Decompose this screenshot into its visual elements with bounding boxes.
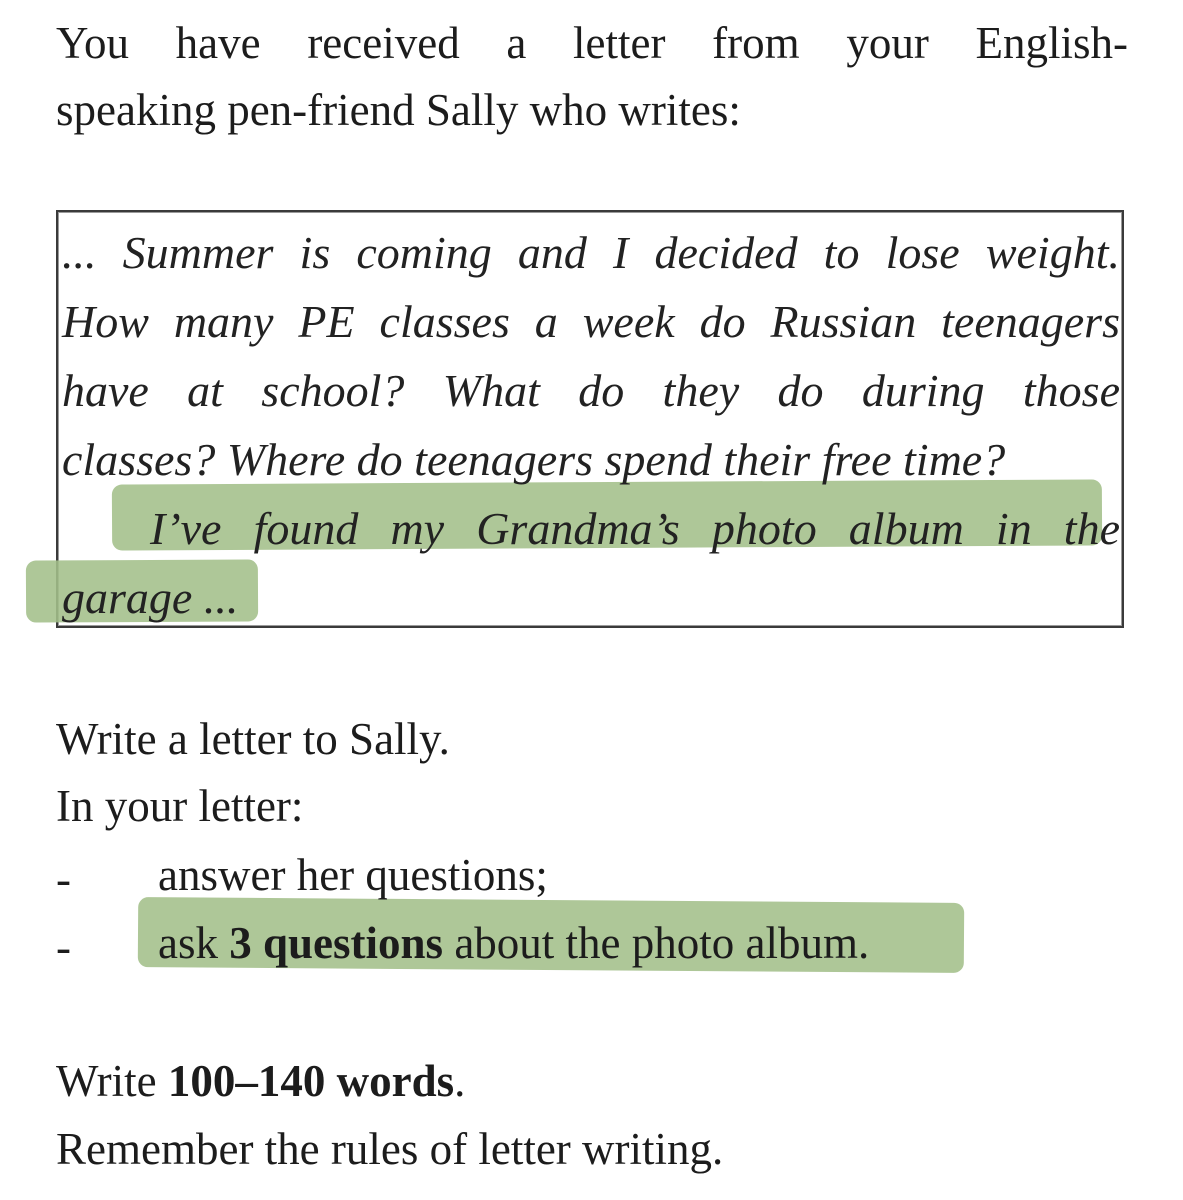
task-in-letter: In your letter: bbox=[56, 781, 304, 831]
bullet-dash: - bbox=[56, 922, 71, 972]
intro-line-2: speaking pen-friend Sally who writes: bbox=[56, 85, 741, 135]
letter-line: I’ve found my Grandma’s photo album in the bbox=[150, 503, 1120, 554]
bullet-bold: 3 questions bbox=[229, 918, 444, 968]
task-write-to: Write a letter to Sally. bbox=[56, 714, 450, 764]
intro-paragraph bbox=[56, 10, 1128, 144]
letter-line: ... Summer is coming and I decided to lose weight. bbox=[62, 227, 1120, 278]
bullet-suffix: about the photo album. bbox=[443, 918, 870, 968]
letter-line: garage ... bbox=[62, 572, 239, 623]
intro-line-1: You have received a letter from your English- bbox=[56, 18, 1128, 68]
task-remember: Remember the rules of letter writing. bbox=[56, 1124, 724, 1174]
task-word-count bbox=[56, 1048, 465, 1115]
bullet-prefix: ask bbox=[158, 918, 230, 968]
letter-line: How many PE classes a week do Russian teenagers bbox=[62, 296, 1120, 347]
bullet-answer-questions: answer her questions; bbox=[158, 850, 548, 900]
word-count-suffix: . bbox=[454, 1056, 466, 1106]
letter-line: classes? Where do teenagers spend their free time? bbox=[62, 434, 1006, 485]
letter-line: have at school? What do they do during those bbox=[62, 365, 1120, 416]
word-count-prefix: Write bbox=[56, 1056, 168, 1106]
letter-excerpt-text bbox=[62, 218, 1120, 632]
bullet-ask-questions bbox=[158, 910, 869, 977]
bullet-dash: - bbox=[56, 854, 71, 904]
word-count-bold: 100–140 words bbox=[167, 1056, 455, 1106]
